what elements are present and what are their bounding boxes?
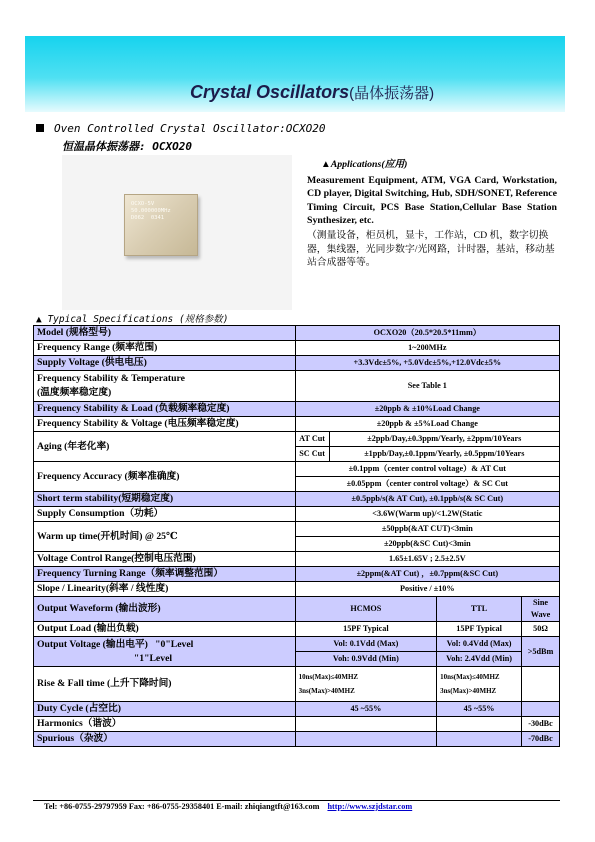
- spec-value-cell: +3.3Vdc±5%, +5.0Vdc±5%,+12.0Vdc±5%: [295, 356, 559, 371]
- title-cn: (晶体振荡器): [349, 85, 435, 102]
- spec-row: [34, 717, 560, 732]
- spec-value-cell: [295, 717, 436, 732]
- chip-label: OCXO-5V 50.000000MHz D062 0341: [131, 201, 171, 221]
- spec-row: [34, 702, 560, 717]
- spec-row: [34, 522, 560, 537]
- footer-contact: Tel: +86-0755-29797959 Fax: +86-0755-29358401 E-mail: zhiqiangtft@163.com: [44, 802, 320, 811]
- spec-value-cell: ±50ppb(&AT CUT)<3min: [295, 522, 559, 537]
- spec-label-cell: Short term stability(短期稳定度): [34, 492, 296, 507]
- applications-text-cn: （测量设备，柜员机，显卡，工作站，CD 机，数字切换器，集线器，光同步数字/光网路，计时器，基站，移动基站合成器等等。: [307, 229, 555, 269]
- spec-row: [34, 432, 560, 447]
- spec-value-cell: Voh: 0.9Vdd (Min): [295, 652, 436, 667]
- spec-value-cell: OCXO20（20.5*20.5*11mm）: [295, 326, 559, 341]
- spec-label-cell: Model (规格型号): [34, 326, 296, 341]
- spec-label-cell: Rise & Fall time (上升下降时间): [34, 667, 296, 702]
- spec-value-cell: ±2ppb/Day,±0.3ppm/Yearly, ±2ppm/10Years: [329, 432, 559, 447]
- spec-value-cell: 45 ~55%: [437, 702, 522, 717]
- spec-value-cell: ±20ppb & ±10%Load Change: [295, 402, 559, 417]
- footer-website-link[interactable]: http://www.szjdstar.com: [327, 802, 413, 811]
- spec-label-cell: Duty Cycle (占空比): [34, 702, 296, 717]
- spec-row: [34, 341, 560, 356]
- spec-heading: ▲ Typical Specifications (规格参数): [36, 314, 229, 325]
- spec-value-cell: 15PF Typical: [437, 622, 522, 637]
- spec-row: [34, 402, 560, 417]
- page-title: [190, 82, 434, 103]
- spec-row: [34, 567, 560, 582]
- spec-label-cell: Frequency Stability & Temperature (温度频率稳定度): [34, 371, 296, 402]
- spec-value-cell: [437, 717, 522, 732]
- spec-value-cell: ±0.1ppm（center control voltage）& AT Cut: [295, 462, 559, 477]
- spec-value-cell: Positive / ±10%: [295, 582, 559, 597]
- spec-row: [34, 622, 560, 637]
- spec-value-cell: Sine Wave: [522, 597, 560, 622]
- spec-value-cell: ±20ppb(&SC Cut)<3min: [295, 537, 559, 552]
- spec-value-cell: 50Ω: [522, 622, 560, 637]
- spec-value-cell: -70dBc: [522, 732, 560, 747]
- spec-value-cell: AT Cut: [295, 432, 329, 447]
- spec-value-cell: 45 ~55%: [295, 702, 436, 717]
- spec-label-cell: Supply Consumption（功耗）: [34, 507, 296, 522]
- spec-table: [33, 325, 560, 747]
- spec-value-cell: [295, 732, 436, 747]
- spec-row: [34, 417, 560, 432]
- spec-label-cell: Frequency Range (频率范围): [34, 341, 296, 356]
- spec-value-cell: TTL: [437, 597, 522, 622]
- spec-label-cell: Output Waveform (输出波形): [34, 597, 296, 622]
- spec-value-cell: -30dBc: [522, 717, 560, 732]
- spec-row: [34, 371, 560, 402]
- spec-value-cell: Vol: 0.4Vdd (Max): [437, 637, 522, 652]
- spec-value-cell: 15PF Typical: [295, 622, 436, 637]
- spec-value-cell: ±0.05ppm（center control voltage）& SC Cut: [295, 477, 559, 492]
- applications-section: [307, 158, 557, 270]
- spec-label-cell: Output Load (输出负载): [34, 622, 296, 637]
- spec-label-cell: Frequency Turning Range（频率调整范围）: [34, 567, 296, 582]
- product-heading-cn: 恒温晶体振荡器: OCXO20: [62, 140, 192, 153]
- footer-divider: [33, 800, 560, 801]
- spec-label-cell: Voltage Control Range(控制电压范围): [34, 552, 296, 567]
- spec-value-cell: HCMOS: [295, 597, 436, 622]
- spec-value-cell: Voh: 2.4Vdd (Min): [437, 652, 522, 667]
- spec-label-cell: Slope / Linearity(斜率 / 线性度): [34, 582, 296, 597]
- spec-label-cell: Aging (年老化率): [34, 432, 296, 462]
- bullet-square-icon: [36, 124, 44, 132]
- spec-row: [34, 356, 560, 371]
- spec-value-cell: 10ns(Max)≤40MHZ 3ns(Max)>40MHZ: [295, 667, 436, 702]
- spec-label-cell: Spurious（杂波）: [34, 732, 296, 747]
- spec-value-cell: ±0.5ppb/s(& AT Cut), ±0.1ppb/s(& SC Cut): [295, 492, 559, 507]
- spec-value-cell: 1.65±1.65V ; 2.5±2.5V: [295, 552, 559, 567]
- spec-row: [34, 507, 560, 522]
- spec-label-cell: Output Voltage (输出电平) "0"Level "1"Level: [34, 637, 296, 667]
- spec-value-cell: See Table 1: [295, 371, 559, 402]
- spec-row: [34, 582, 560, 597]
- product-heading: [36, 122, 326, 135]
- applications-title: ▲Applications(应用): [321, 159, 408, 170]
- footer: [44, 802, 412, 811]
- spec-label-cell: Frequency Stability & Load (负载频率稳定度): [34, 402, 296, 417]
- spec-row: [34, 732, 560, 747]
- spec-row: [34, 597, 560, 622]
- spec-row: [34, 462, 560, 477]
- oscillator-chip-image: [124, 194, 198, 256]
- spec-value-cell: ±1ppb/Day,±0.1ppm/Yearly, ±0.5ppm/10Years: [329, 447, 559, 462]
- spec-value-cell: ±20ppb & ±5%Load Change: [295, 417, 559, 432]
- spec-row: [34, 552, 560, 567]
- spec-value-cell: >5dBm: [522, 637, 560, 667]
- spec-label-cell: Frequency Stability & Voltage (电压频率稳定度): [34, 417, 296, 432]
- spec-value-cell: [522, 702, 560, 717]
- spec-row: [34, 667, 560, 702]
- spec-value-cell: [522, 667, 560, 702]
- spec-value-cell: 10ns(Max)≤40MHZ 3ns(Max)>40MHZ: [437, 667, 522, 702]
- spec-value-cell: Vol: 0.1Vdd (Max): [295, 637, 436, 652]
- product-heading-en: Oven Controlled Crystal Oscillator:OCXO20: [54, 122, 326, 135]
- spec-label-cell: Frequency Accuracy (频率准确度): [34, 462, 296, 492]
- spec-label-cell: Harmonics（谐波）: [34, 717, 296, 732]
- spec-row: [34, 492, 560, 507]
- spec-value-cell: [437, 732, 522, 747]
- spec-value-cell: <3.6W(Warm up)/<1.2W(Static: [295, 507, 559, 522]
- title-en: Crystal Oscillators: [190, 82, 350, 102]
- spec-label-cell: Warm up time(开机时间) @ 25℃: [34, 522, 296, 552]
- applications-text-en: Measurement Equipment, ATM, VGA Card, Workstation, CD player, Digital Switching, Hub, SDH/SONET, Reference Timing Circuit, PCS Base Station,Cellular Base Station Synthesizer, etc.: [307, 174, 557, 227]
- spec-label-cell: Supply Voltage (供电电压): [34, 356, 296, 371]
- spec-value-cell: SC Cut: [295, 447, 329, 462]
- spec-row: [34, 326, 560, 341]
- spec-value-cell: ±2ppm(&AT Cut) ，±0.7ppm(&SC Cut): [295, 567, 559, 582]
- spec-value-cell: 1~200MHz: [295, 341, 559, 356]
- spec-row: [34, 637, 560, 652]
